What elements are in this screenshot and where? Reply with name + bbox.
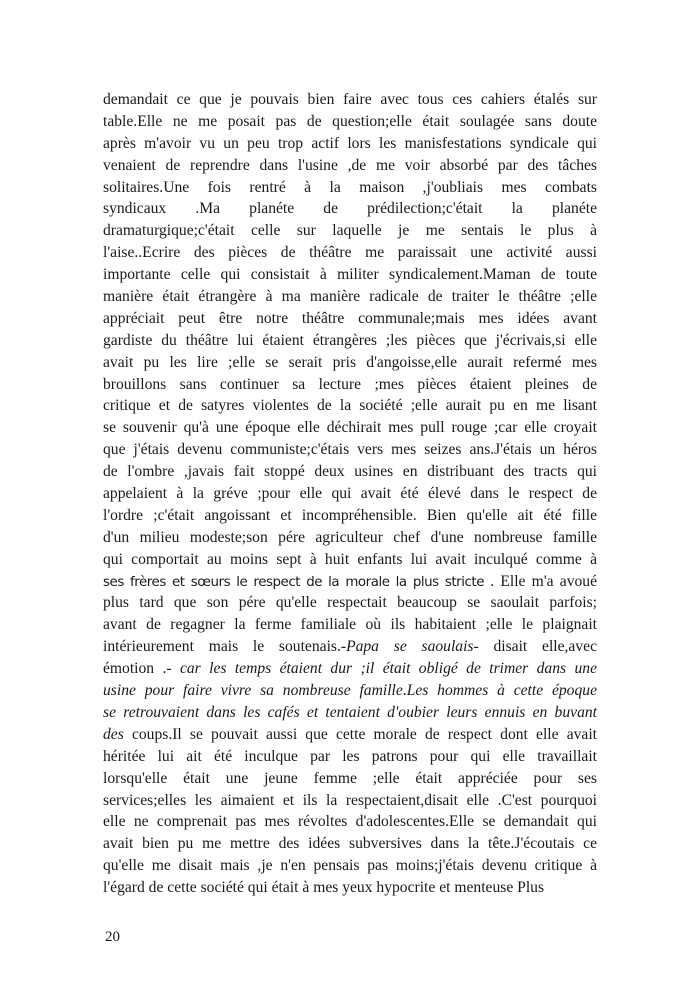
text-line — [103, 198, 597, 220]
text-line — [103, 549, 597, 571]
text-run: l'égard de cette société qui était à mes yeux hypocrite et menteuse Plus — [103, 879, 545, 897]
text-run: . Elle m'a avoué — [484, 572, 598, 590]
text-run: gardiste du théâtre lui étaient étrangères ;les pièces que j'écrivais,si elle — [103, 331, 597, 349]
text-line — [103, 505, 597, 527]
text-run: lorsqu'elle était une jeune femme ;elle était appréciée pour ses — [103, 769, 597, 787]
text-run: ses frères et sœurs le respect de la morale la plus stricte — [103, 574, 484, 590]
text-run: solitaires.Une fois rentré à la maison ,j'oubliais mes combats — [103, 178, 597, 196]
text-run: Papa se saoulais- — [346, 638, 479, 656]
text-line — [103, 855, 597, 877]
text-line — [103, 658, 597, 680]
text-run: que j'étais devenu communiste;c'étais vers mes seizes ans.J'étais un héros — [103, 441, 597, 459]
text-line — [103, 308, 597, 330]
text-run: coups.Il se pouvait aussi que cette morale de respect dont elle avait — [123, 725, 597, 743]
text-line — [103, 133, 597, 155]
text-line — [103, 89, 597, 111]
text-line — [103, 177, 597, 199]
text-line — [103, 111, 597, 133]
text-line — [103, 877, 597, 899]
text-run: émotion .- — [103, 660, 180, 678]
text-line — [103, 220, 597, 242]
text-run: d'un milieu modeste;son pére agriculteur chef d'une nombreuse famille — [103, 528, 597, 546]
text-run: disait elle,avec — [478, 638, 597, 656]
text-line — [103, 768, 597, 790]
text-line — [103, 330, 597, 352]
text-line — [103, 417, 597, 439]
text-run: intérieurement mais le soutenais.- — [103, 638, 347, 656]
text-run: appelaient à la gréve ;pour elle qui avait été élevé dans le respect de — [103, 485, 597, 503]
text-line — [103, 374, 597, 396]
text-line — [103, 439, 597, 461]
text-run: venaient de reprendre dans l'usine ,de me voir absorbé par des tâches — [103, 156, 597, 174]
text-line — [103, 746, 597, 768]
text-line — [103, 724, 597, 746]
text-run: se souvenir qu'à une époque elle déchirait mes pull rouge ;car elle croyait — [103, 419, 597, 437]
text-run: usine pour faire vivre sa nombreuse famille — [103, 682, 403, 700]
text-line — [103, 242, 597, 264]
text-line — [103, 352, 597, 374]
text-run: brouillons sans continuer sa lecture ;mes pièces étaient pleines de — [103, 375, 597, 393]
text-line — [103, 790, 597, 812]
text-run: plus tard que son pére qu'elle respectait beaucoup se saoulait parfois; — [103, 594, 597, 612]
text-run: . — [402, 682, 407, 700]
text-run: elle ne comprenait pas mes révoltes d'adolescentes.Elle se demandait qui — [103, 813, 597, 831]
text-line — [103, 571, 597, 593]
text-run: de l'ombre ,javais fait stoppé deux usines en distribuant des tracts qui — [103, 463, 597, 481]
page-number: 20 — [105, 929, 120, 945]
text-run: après m'avoir vu un peu trop actif lors les manisfestations syndicale qui — [103, 134, 597, 152]
text-line — [103, 592, 597, 614]
text-run: des — [103, 725, 124, 743]
text-line — [103, 636, 597, 658]
text-line — [103, 614, 597, 636]
text-line — [103, 527, 597, 549]
text-run: manière était étrangère à ma manière radicale de traiter le théâtre ;elle — [103, 288, 597, 306]
text-run: car les temps étaient dur ;il était obligé de trimer dans une — [179, 660, 597, 678]
text-run: services;elles les aimaient et ils la respectaient,disait elle .C'est pourquoi — [103, 791, 597, 809]
text-line — [103, 286, 597, 308]
text-run: dramaturgique;c'était celle sur laquelle je me sentais le plus à — [103, 222, 597, 240]
text-run: avant de regagner la ferme familiale où ils habitaient ;elle le plaignait — [103, 616, 597, 634]
text-line — [103, 395, 597, 417]
text-line — [103, 264, 597, 286]
text-run: avait pu les lire ;elle se serait pris d'angoisse,elle aurait refermé mes — [103, 353, 597, 371]
text-line — [103, 811, 597, 833]
text-run: importante celle qui consistait à militer syndicalement.Maman de toute — [103, 266, 597, 284]
text-run: syndicaux .Ma planéte de prédilection;c'était la planéte — [103, 200, 597, 218]
text-run: qu'elle me disait mais ,je n'en pensais pas moins;j'étais devenu critique à — [103, 857, 597, 875]
text-line — [103, 702, 597, 724]
text-line — [103, 155, 597, 177]
text-run: critique et de satyres violentes de la société ;elle aurait pu en me lisant — [103, 397, 597, 415]
text-run: demandait ce que je pouvais bien faire avec tous ces cahiers étalés sur — [103, 91, 597, 108]
text-run: l'ordre ;c'était angoissant et incompréhensible. Bien qu'elle ait été fille — [103, 506, 597, 524]
body-text — [103, 89, 597, 899]
text-run: appréciait peut être notre théâtre communale;mais mes idées avant — [103, 309, 597, 327]
text-line — [103, 461, 597, 483]
text-run: Les hommes à cette époque — [406, 682, 597, 700]
text-line — [103, 483, 597, 505]
text-line — [103, 833, 597, 855]
text-run: table.Elle ne me posait pas de question;elle était soulagée sans doute — [103, 112, 597, 130]
text-line — [103, 680, 597, 702]
text-run: avait bien pu me mettre des idées subversives dans la tête.J'écoutais ce — [103, 835, 597, 853]
text-run: se retrouvaient dans les cafés et tentaient d'oubier leurs ennuis en buvant — [103, 703, 597, 721]
text-run: qui comportait au moins sept à huit enfants lui avait inculqué comme à — [103, 550, 597, 568]
text-run: l'aise..Ecrire des pièces de théâtre me paraissait une activité aussi — [103, 244, 597, 262]
text-run: héritée lui ait été inculque par les patrons pour qui elle travaillait — [103, 747, 597, 765]
